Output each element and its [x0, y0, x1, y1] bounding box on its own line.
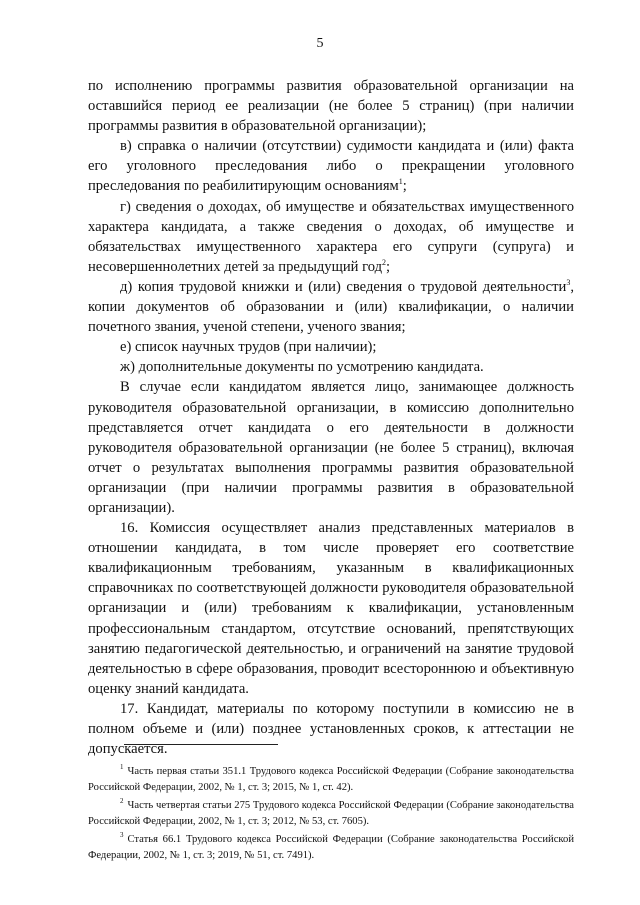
paragraph-item-g — [88, 197, 574, 277]
item-d-text-continued: , копии документов об образовании и (или) квалификации, о наличии почетного звания, ученой степени, ученого звания; — [88, 278, 574, 336]
paragraph-item-e: е) список научных трудов (при наличии); — [120, 339, 377, 356]
footnote-3-text: Статья 66.1 Трудового кодекса Российской Федерации (Собрание законодательства Российской Федерации, 2002, № 1, ст. 3; 2019, № 51, ст. 7491). — [88, 834, 574, 861]
item-d-text: д) копия трудовой книжки и (или) сведения о трудовой деятельности — [120, 278, 567, 295]
paragraph-item-v — [88, 136, 574, 196]
footnote-2-mark: 2 — [120, 797, 124, 806]
paragraph-report-case: В случае если кандидатом является лицо, занимающее должность руководителя образовательной организации, в комиссию дополнительно представляется отчет кандидата о его деятельности в должности руководителя образовательной организации (не более 5 страниц), включая отчет о результатах выполнения программы развития образовательной организации (при наличии программы развития в образовательной организации). — [88, 379, 574, 516]
footnote-1-mark: 1 — [120, 763, 124, 772]
footnote-2 — [88, 798, 574, 829]
footnote-3 — [88, 832, 574, 863]
footnote-separator — [124, 744, 278, 745]
footnote-2-text: Часть четвертая статьи 275 Трудового кодекса Российской Федерации (Собрание законодательства Российской Федерации, 2002, № 1, ст. 3; 2012, № 53, ст. 7605). — [88, 800, 574, 827]
paragraph-17: 17. Кандидат, материалы по которому поступили в комиссию не в полном объеме и (или) позднее установленных сроков, к аттестации не допускается. — [88, 700, 574, 758]
footnote-ref-1: 1 — [398, 177, 403, 187]
footnote-1-text: Часть первая статьи 351.1 Трудового кодекса Российской Федерации (Собрание законодательства Российской Федерации, 2002, № 1, ст. 3; 2015, № 1, ст. 42). — [88, 766, 574, 793]
document-body — [88, 76, 574, 759]
footnote-ref-2: 2 — [382, 257, 387, 267]
footnote-3-mark: 3 — [120, 831, 124, 840]
footnote-1 — [88, 764, 574, 795]
item-v-end: ; — [402, 178, 407, 195]
paragraph-16: 16. Комиссия осуществляет анализ представленных материалов в отношении кандидата, в том числе проверяет его соответствие квалификационным требованиям, указанным в квалификационных справочниках по соответствующей должности руководителя образовательной организации и (или) требованиям к квалификации, установленным профессиональным стандартом, отсутствие оснований, препятствующих занятию педагогической деятельностью, и ограничений на занятие трудовой деятельностью в сфере образования, проводит всестороннюю и объективную оценку знаний кандидата. — [88, 520, 574, 697]
footnote-ref-3: 3 — [566, 278, 571, 288]
item-g-text: г) сведения о доходах, об имуществе и обязательствах имущественного характера кандидата, а также сведения о доходах, об имуществе и обязательствах имущественного характера его супруги (супруга) и несовершеннолетних детей за предыдущий год — [88, 198, 574, 275]
paragraph-item-zh: ж) дополнительные документы по усмотрению кандидата. — [120, 359, 484, 376]
paragraph-program-continuation: по исполнению программы развития образовательной организации на оставшийся период ее реализации (не более 5 страниц) (при наличии программы развития в образовательной организации); — [88, 78, 574, 135]
page-number: 5 — [316, 36, 324, 51]
item-g-end: ; — [386, 258, 391, 275]
item-v-text: в) справка о наличии (отсутствии) судимости кандидата и (или) факта его уголовного преследования либо о прекращении уголовного преследования по реабилитирующим основаниям — [88, 138, 574, 195]
footnotes — [88, 764, 574, 863]
paragraph-item-d — [88, 277, 574, 337]
